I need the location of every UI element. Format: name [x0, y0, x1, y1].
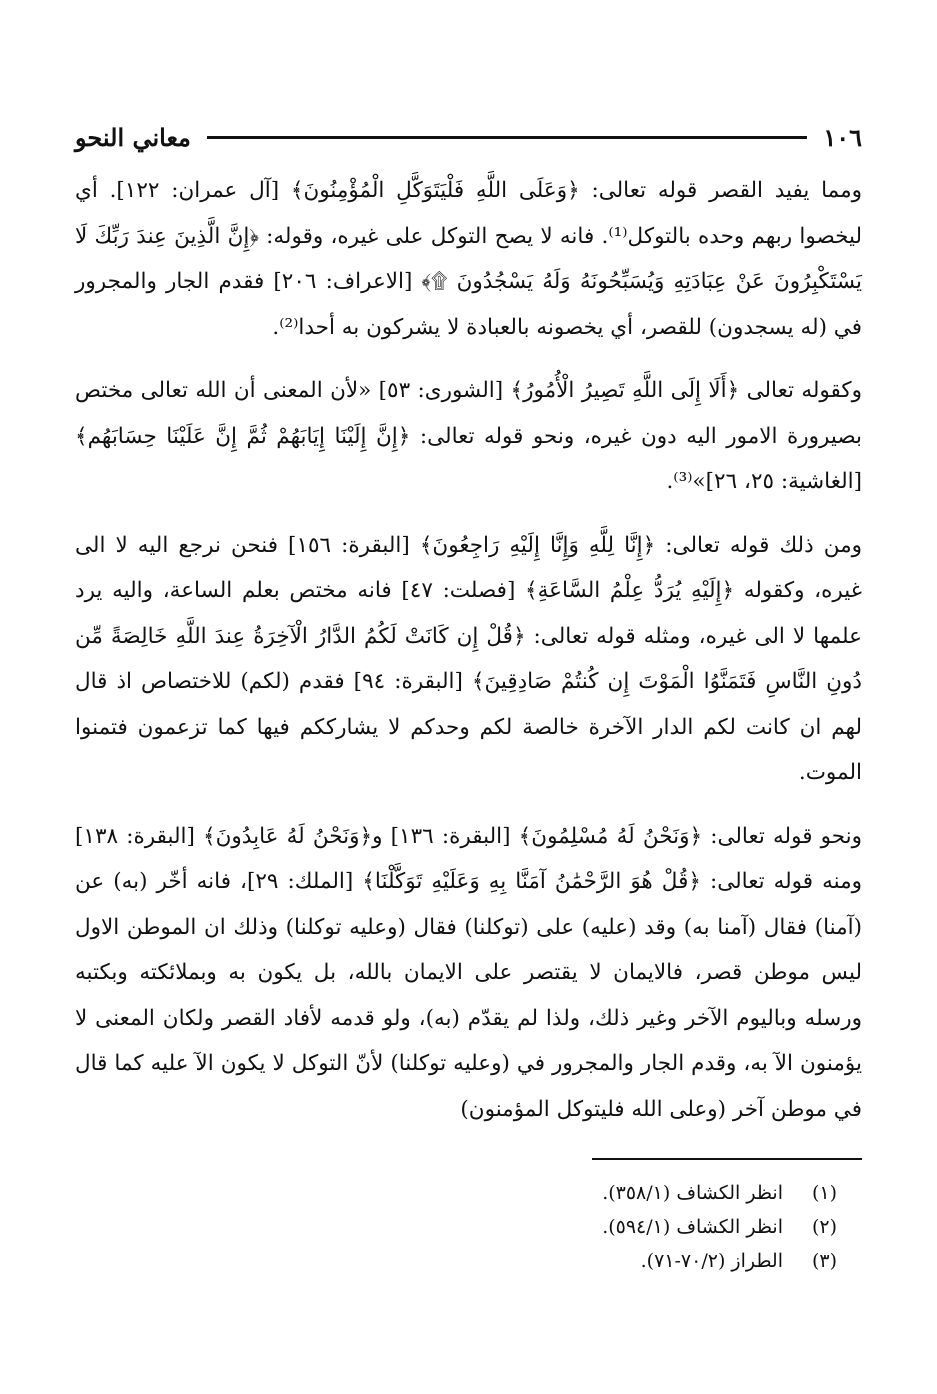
paragraph — [75, 168, 862, 350]
footnote-number: (١) — [811, 1182, 837, 1204]
paragraph-text: ومن ذلك قوله تعالى: ﴿إِنَّا لِلَّهِ وَإِنَّا إِلَيْهِ رَاجِعُونَ﴾ [البقرة: ١٥٦] فنحن نرجع اليه لا الى غيره، وكقوله ﴿إِلَيْهِ يُرَدُّ عِلْمُ السَّاعَةِ﴾ [فصلت: ٤٧] فانه مختص بعلم الساعة، واليه يرد علمها لا الى غيره، ومثله قوله تعالى: ﴿قُلْ إِن كَانَتْ لَكُمُ الدَّارُ الْآخِرَةُ عِندَ اللَّهِ خَالِصَةً مِّن دُونِ النَّاسِ فَتَمَنَّوُا الْمَوْتَ إِن كُنتُمْ صَادِقِينَ﴾ [البقرة: ٩٤] فقدم (لكم) للاختصاص اذ قال لهم ان كانت لكم الدار الآخرة خالصة لكم وحدكم لا يشارككم فيها كما تزعمون فتمنوا الموت. — [75, 532, 862, 785]
page-number: ١٠٦ — [823, 122, 862, 152]
footnote-separator — [592, 1158, 862, 1160]
footnote-text: الطراز (٧٠/٢-٧١). — [640, 1250, 783, 1272]
footnotes — [100, 1176, 837, 1278]
footnote-item — [100, 1244, 837, 1278]
footnote-item — [100, 1210, 837, 1244]
body-text — [75, 168, 862, 1150]
paragraph — [75, 814, 862, 1133]
footnote-text: انظر الكشاف (٥٩٤/١). — [602, 1216, 783, 1238]
page-header — [75, 112, 862, 162]
header-rule — [207, 136, 807, 139]
footnote-number: (٢) — [811, 1216, 837, 1238]
paragraph-text: ومما يفيد القصر قوله تعالى: ﴿وَعَلَى اللَّهِ فَلْيَتَوَكَّلِ الْمُؤْمِنُونَ﴾ [آل عمران: ١٢٢]. أي ليخصوا ربهم وحده بالتوكل⁽¹⁾. فانه لا يصح التوكل على غيره، وقوله: ﴿إِنَّ الَّذِينَ عِندَ رَبِّكَ لَا يَسْتَكْبِرُونَ عَنْ عِبَادَتِهِ وَيُسَبِّحُونَهُ وَلَهُ يَسْجُدُونَ ۩﴾ [الاعراف: ٢٠٦] فقدم الجار والمجرور في (له يسجدون) للقصر، أي يخصونه بالعبادة لا يشركون به أحدا⁽²⁾. — [75, 178, 863, 340]
book-title: معاني النحو — [75, 122, 191, 152]
paragraph — [75, 368, 862, 505]
footnote-item — [100, 1176, 837, 1210]
footnote-text: انظر الكشاف (٣٥٨/١). — [602, 1182, 783, 1204]
footnote-number: (٣) — [811, 1250, 837, 1272]
paragraph-text: ونحو قوله تعالى: ﴿وَنَحْنُ لَهُ مُسْلِمُونَ﴾ [البقرة: ١٣٦] و﴿وَنَحْنُ لَهُ عَابِدُونَ﴾ [البقرة: ١٣٨] ومنه قوله تعالى: ﴿قُلْ هُوَ الرَّحْمَٰنُ آمَنَّا بِهِ وَعَلَيْهِ تَوَكَّلْنَا﴾ [الملك: ٢٩]، فانه أخّر (به) عن (آمنا) فقال (آمنا به) وقد (عليه) على (توكلنا) فقال (وعليه توكلنا) وذلك ان الموطن الاول ليس موطن قصر، فالايمان لا يقتصر على الايمان بالله، بل يكون به وبملائكته وبكتبه ورسله وباليوم الآخر وغير ذلك، ولذا لم يقدّم (به)، ولو قدمه لأفاد القصر ولكان المعنى لا يؤمنون الآ به، وقدم الجار والمجرور في (وعليه توكلنا) لأنّ التوكل لا يكون الآ عليه كما قال في موطن آخر (وعلى الله فليتوكل المؤمنون) — [75, 823, 862, 1122]
paragraph-text: وكقوله تعالى ﴿أَلَا إِلَى اللَّهِ تَصِيرُ الْأُمُورُ﴾ [الشورى: ٥٣] «لأن المعنى أن الله تعالى مختص بصيرورة الامور اليه دون غيره، ونحو قوله تعالى: ﴿إِنَّ إِلَيْنَا إِيَابَهُمْ ثُمَّ إِنَّ عَلَيْنَا حِسَابَهُم﴾ [الغاشية: ٢٥، ٢٦]»⁽³⁾. — [75, 378, 862, 494]
paragraph — [75, 523, 862, 796]
